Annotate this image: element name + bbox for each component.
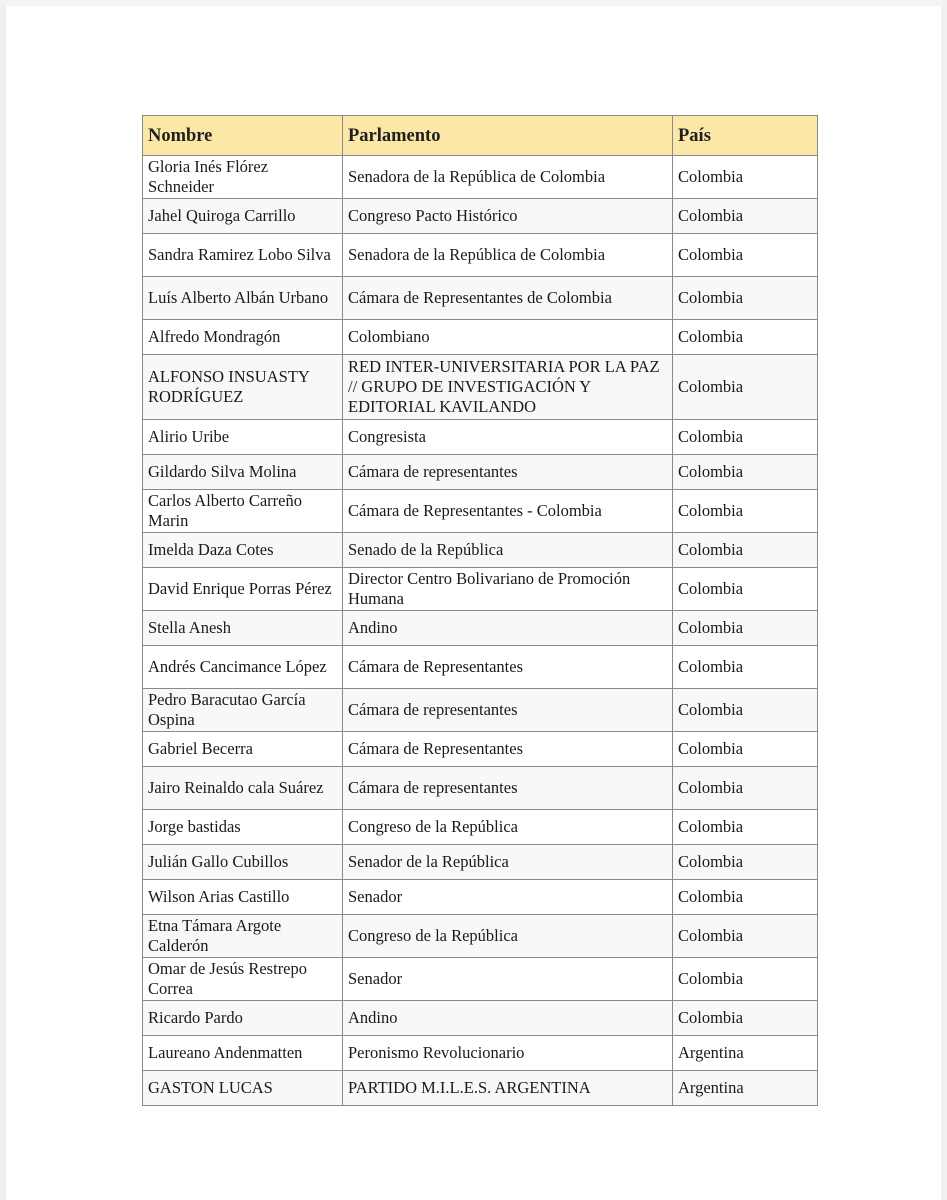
table-row: [143, 810, 818, 845]
table-row: [143, 689, 818, 732]
cell-nombre: Sandra Ramirez Lobo Silva: [143, 234, 343, 277]
cell-pais: Colombia: [673, 732, 818, 767]
cell-pais: Colombia: [673, 455, 818, 490]
cell-nombre: Ricardo Pardo: [143, 1001, 343, 1036]
cell-parlamento: Congresista: [343, 420, 673, 455]
cell-pais: Colombia: [673, 320, 818, 355]
cell-nombre: Gloria Inés Flórez Schneider: [143, 156, 343, 199]
cell-parlamento: Congreso de la República: [343, 915, 673, 958]
cell-nombre: Wilson Arias Castillo: [143, 880, 343, 915]
cell-parlamento: Cámara de representantes: [343, 455, 673, 490]
table-row: [143, 277, 818, 320]
cell-pais: Colombia: [673, 1001, 818, 1036]
cell-parlamento: Andino: [343, 1001, 673, 1036]
table-row: [143, 611, 818, 646]
cell-parlamento: Cámara de Representantes - Colombia: [343, 490, 673, 533]
cell-pais: Colombia: [673, 958, 818, 1001]
table-row: [143, 732, 818, 767]
cell-parlamento: Peronismo Revolucionario: [343, 1036, 673, 1071]
table-row: [143, 199, 818, 234]
table-row: [143, 156, 818, 199]
cell-pais: Colombia: [673, 845, 818, 880]
header-row: [143, 116, 818, 156]
cell-pais: Colombia: [673, 156, 818, 199]
cell-parlamento: Senador de la República: [343, 845, 673, 880]
cell-nombre: Andrés Cancimance López: [143, 646, 343, 689]
cell-parlamento: Cámara de Representantes: [343, 646, 673, 689]
cell-parlamento: Senador: [343, 958, 673, 1001]
cell-parlamento: Senadora de la República de Colombia: [343, 156, 673, 199]
cell-pais: Colombia: [673, 767, 818, 810]
table-header: [143, 116, 818, 156]
cell-pais: Colombia: [673, 277, 818, 320]
cell-parlamento: RED INTER-UNIVERSITARIA POR LA PAZ // GRUPO DE INVESTIGACIÓN Y EDITORIAL KAVILANDO: [343, 355, 673, 420]
cell-nombre: Omar de Jesús Restrepo Correa: [143, 958, 343, 1001]
cell-nombre: Jairo Reinaldo cala Suárez: [143, 767, 343, 810]
cell-pais: Colombia: [673, 490, 818, 533]
table-row: [143, 533, 818, 568]
cell-nombre: Luís Alberto Albán Urbano: [143, 277, 343, 320]
table-row: [143, 320, 818, 355]
cell-nombre: Gildardo Silva Molina: [143, 455, 343, 490]
cell-parlamento: Colombiano: [343, 320, 673, 355]
cell-parlamento: Senadora de la República de Colombia: [343, 234, 673, 277]
table-row: [143, 490, 818, 533]
table-row: [143, 1071, 818, 1106]
table-row: [143, 568, 818, 611]
table-row: [143, 845, 818, 880]
cell-nombre: David Enrique Porras Pérez: [143, 568, 343, 611]
signatories-table: [142, 115, 818, 1106]
cell-parlamento: PARTIDO M.I.L.E.S. ARGENTINA: [343, 1071, 673, 1106]
cell-nombre: Alirio Uribe: [143, 420, 343, 455]
table-row: [143, 420, 818, 455]
cell-parlamento: Senador: [343, 880, 673, 915]
table-row: [143, 234, 818, 277]
cell-pais: Colombia: [673, 420, 818, 455]
cell-pais: Colombia: [673, 689, 818, 732]
cell-parlamento: Senado de la República: [343, 533, 673, 568]
header-nombre: Nombre: [143, 116, 343, 156]
cell-pais: Colombia: [673, 915, 818, 958]
cell-parlamento: Director Centro Bolivariano de Promoción Humana: [343, 568, 673, 611]
cell-nombre: GASTON LUCAS: [143, 1071, 343, 1106]
cell-parlamento: Cámara de Representantes: [343, 732, 673, 767]
cell-nombre: Jorge bastidas: [143, 810, 343, 845]
table-row: [143, 646, 818, 689]
cell-pais: Colombia: [673, 880, 818, 915]
table-row: [143, 455, 818, 490]
cell-nombre: ALFONSO INSUASTY RODRÍGUEZ: [143, 355, 343, 420]
header-pais: País: [673, 116, 818, 156]
table-row: [143, 1036, 818, 1071]
cell-pais: Argentina: [673, 1036, 818, 1071]
table-row: [143, 355, 818, 420]
cell-nombre: Julián Gallo Cubillos: [143, 845, 343, 880]
header-parlamento: Parlamento: [343, 116, 673, 156]
cell-pais: Colombia: [673, 234, 818, 277]
cell-nombre: Etna Támara Argote Calderón: [143, 915, 343, 958]
cell-pais: Argentina: [673, 1071, 818, 1106]
table-row: [143, 958, 818, 1001]
cell-pais: Colombia: [673, 810, 818, 845]
table-row: [143, 767, 818, 810]
cell-parlamento: Cámara de representantes: [343, 689, 673, 732]
table-row: [143, 915, 818, 958]
table-body: [143, 156, 818, 1106]
cell-pais: Colombia: [673, 611, 818, 646]
cell-pais: Colombia: [673, 646, 818, 689]
cell-nombre: Imelda Daza Cotes: [143, 533, 343, 568]
cell-pais: Colombia: [673, 355, 818, 420]
table-row: [143, 1001, 818, 1036]
cell-nombre: Carlos Alberto Carreño Marin: [143, 490, 343, 533]
cell-pais: Colombia: [673, 568, 818, 611]
table-row: [143, 880, 818, 915]
cell-pais: Colombia: [673, 533, 818, 568]
cell-nombre: Stella Anesh: [143, 611, 343, 646]
cell-nombre: Laureano Andenmatten: [143, 1036, 343, 1071]
cell-nombre: Jahel Quiroga Carrillo: [143, 199, 343, 234]
cell-nombre: Gabriel Becerra: [143, 732, 343, 767]
cell-parlamento: Congreso Pacto Histórico: [343, 199, 673, 234]
cell-parlamento: Andino: [343, 611, 673, 646]
cell-parlamento: Congreso de la República: [343, 810, 673, 845]
cell-parlamento: Cámara de Representantes de Colombia: [343, 277, 673, 320]
cell-parlamento: Cámara de representantes: [343, 767, 673, 810]
cell-nombre: Alfredo Mondragón: [143, 320, 343, 355]
cell-pais: Colombia: [673, 199, 818, 234]
cell-nombre: Pedro Baracutao García Ospina: [143, 689, 343, 732]
